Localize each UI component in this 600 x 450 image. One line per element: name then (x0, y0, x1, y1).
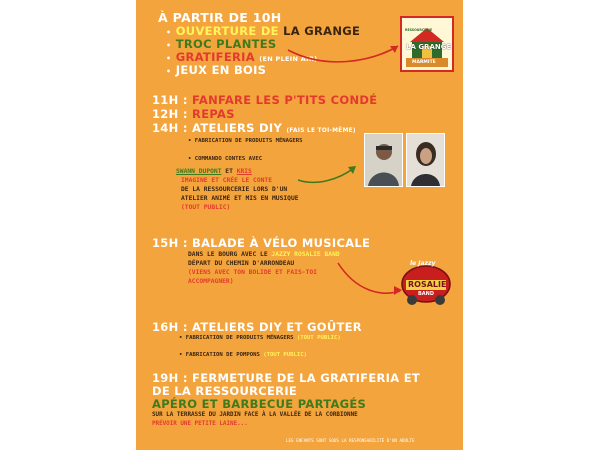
photo-swann-dupont (364, 133, 403, 187)
schedule-velo: 15H : BALADE À VÉLO MUSICALE (152, 236, 371, 250)
velo-line-2: DÉPART DU CHEMIN D'ARRONDEAU (188, 260, 295, 267)
intro-item-jeux: • JEUX EN BOIS (166, 63, 267, 77)
intro-item-gratiferia: • GRATIFERIA (EN PLEIN AIR) (166, 50, 318, 64)
arrow-to-rosalie-icon (336, 255, 406, 300)
diy-text-3: ATELIER ANIMÉ ET MIS EN MUSIQUE (181, 195, 299, 202)
fin-line-5: PRÉVOIR UNE PETITE LAINE... (152, 421, 248, 427)
diy-text-2: DE LA RESSOURCERIE LORS D'UN (181, 186, 288, 193)
velo-line-1: DANS LE BOURG AVEC LE JAZZY ROSALIE BAND (188, 251, 340, 258)
fin-line-2: DE LA RESSOURCERIE (152, 384, 298, 398)
arrow-to-photos-icon (296, 158, 361, 188)
fin-line-3: APÉRO ET BARBECUE PARTAGÉS (152, 397, 367, 411)
arrow-to-grange-icon (286, 30, 406, 70)
photo-kris (406, 133, 445, 187)
la-grange-logo: RESSOURCERIE LA GRANGE MARMITE (400, 16, 454, 72)
gouter-item-produits: • FABRICATION DE PRODUITS MÉNAGERS (TOUT PUBLIC) (179, 335, 341, 341)
schedule-gouter: 16H : ATELIERS DIY ET GOÛTER (152, 320, 362, 334)
velo-line-3: (VIENS AVEC TON BOLIDE ET FAIS-TOI (188, 269, 317, 276)
diy-item-commando: • COMMANDO CONTES AVEC (188, 156, 263, 162)
intro-time: À PARTIR DE 10H (158, 10, 282, 25)
fin-line-4: SUR LA TERRASSE DU JARDIN FACE À LA VALLÉE DE LA CORBIONNE (152, 412, 358, 418)
schedule-diy: 14H : ATELIERS DIY (FAIS LE TOI-MÊME) (152, 121, 356, 135)
schedule-fin: 19H : FERMETURE DE LA GRATIFERIA ET (152, 371, 421, 385)
person-photo-icon (365, 134, 402, 186)
gouter-item-pompons: • FABRICATION DE POMPONS (TOUT PUBLIC) (179, 352, 307, 358)
schedule-repas: 12H : REPAS (152, 107, 235, 121)
bullet: • (166, 28, 172, 37)
person-photo-icon (407, 134, 444, 186)
intro-item-grange: • OUVERTURE DE LA GRANGE (166, 24, 361, 38)
diy-text-1: IMAGINE ET CRÉE LE CONTE (181, 177, 272, 184)
intro-item-troc: • TROC PLANTES (166, 37, 277, 51)
diy-names: SWANN DUPONT ET KRIS (176, 168, 252, 175)
diy-item-produits: • FABRICATION DE PRODUITS MÉNAGERS (188, 138, 303, 144)
velo-line-4: ACCOMPAGNER) (188, 278, 234, 285)
diy-public: (TOUT PUBLIC) (181, 204, 231, 211)
rosalie-band-logo: le Jazzy ROSALIE BAND (400, 258, 452, 306)
schedule-fanfare: 11H : FANFARE LES P'TITS CONDÉ (152, 93, 378, 107)
event-poster (136, 0, 463, 450)
footer-note: LES ENFANTS SONT SOUS LA RESPONSABILITÉ D'UN ADULTE (286, 438, 415, 443)
